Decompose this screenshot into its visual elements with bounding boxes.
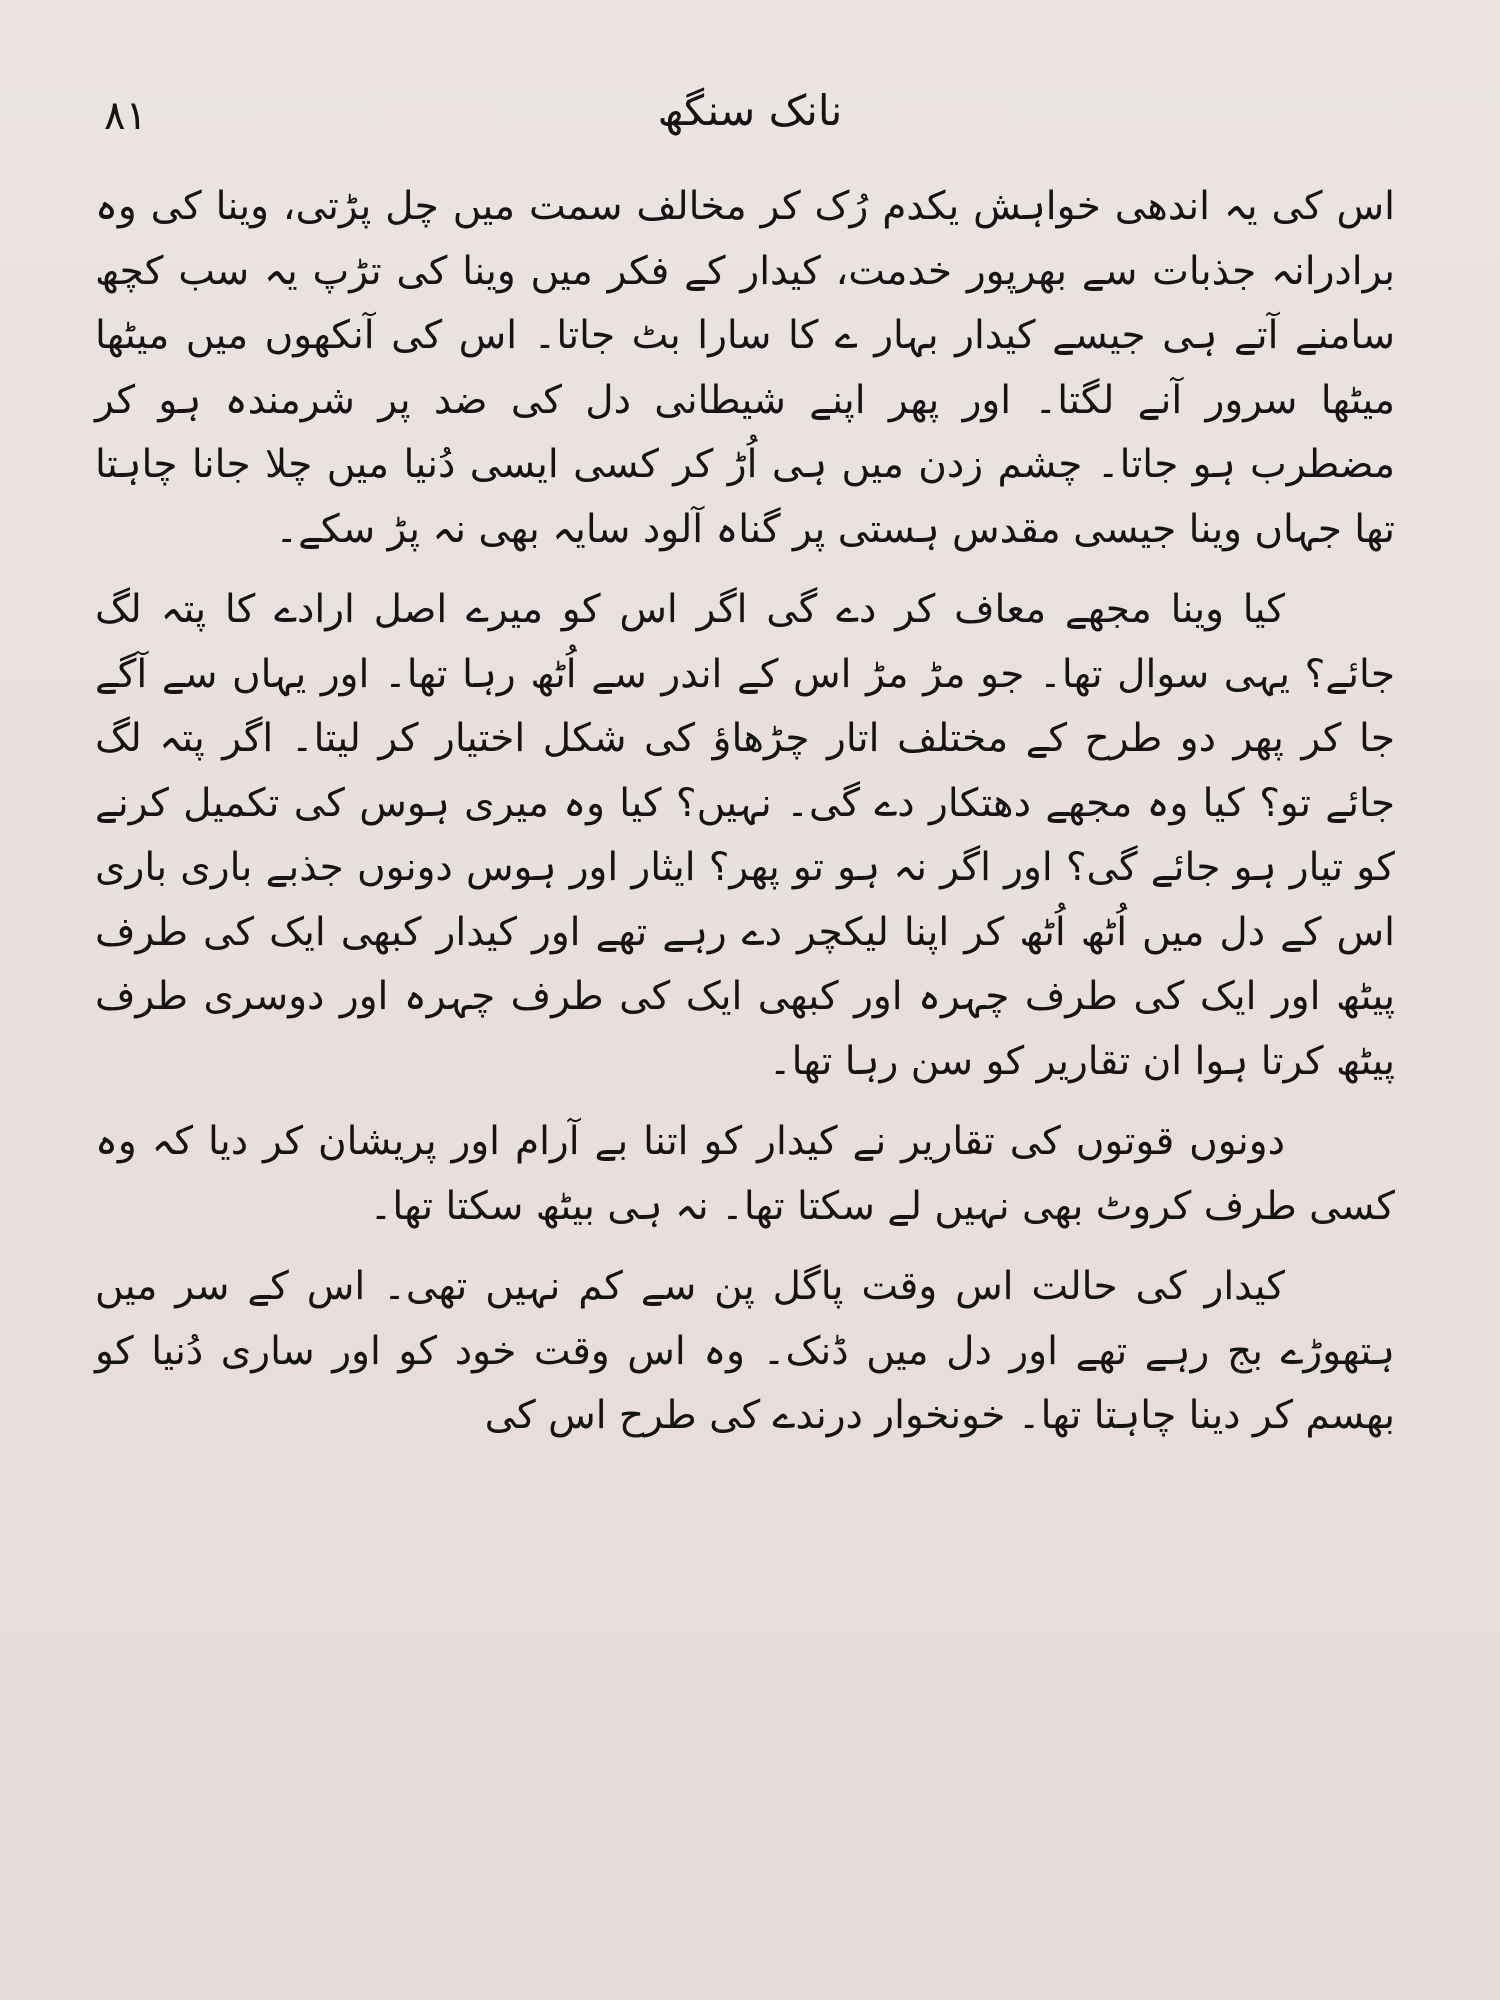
paragraph-4: کیدار کی حالت اس وقت پاگل پن سے کم نہیں تھی۔ اس کے سر میں ہتھوڑے بج رہے تھے اور دل میں ڈنک۔ وہ اس وقت خود کو اور ساری دُنیا کو بھسم کر دینا چاہتا تھا۔ خونخوار درندے کی طرح اس کی — [95, 1264, 1395, 1438]
body-text — [95, 175, 1395, 1449]
paragraph-2: کیا وینا مجھے معاف کر دے گی اگر اس کو میرے اصل ارادے کا پتہ لگ جائے؟ یہی سوال تھا۔ جو مڑ مڑ اس کے اندر سے اُٹھ رہا تھا۔ اور یہاں سے آگے جا کر پھر دو طرح کے مختلف اتار چڑھاؤ کی شکل اختیار کر لیتا۔ اگر پتہ لگ جائے تو؟ کیا وہ مجھے دھتکار دے گی۔ نہیں؟ کیا وہ میری ہوس کی تکمیل کرنے کو تیار ہو جائے گی؟ اور اگر نہ ہو تو پھر؟ ایثار اور ہوس دونوں جذبے باری باری اس کے دل میں اُٹھ اُٹھ کر اپنا لیکچر دے رہے تھے اور کیدار کبھی ایک کی طرف پیٹھ اور ایک کی طرف چہرہ اور کبھی ایک کی طرف چہرہ اور دوسری طرف پیٹھ کرتا ہوا ان تقاریر کو سن رہا تھا۔ — [95, 587, 1395, 1084]
running-title: نانک سنگھ — [657, 86, 843, 135]
page-number: ۸۱ — [104, 93, 147, 139]
paragraph-3: دونوں قوتوں کی تقاریر نے کیدار کو اتنا بے آرام اور پریشان کر دیا کہ وہ کسی طرف کروٹ بھی نہیں لے سکتا تھا۔ نہ ہی بیٹھ سکتا تھا۔ — [95, 1119, 1395, 1229]
paragraph-1: اس کی یہ اندھی خواہش یکدم رُک کر مخالف سمت میں چل پڑتی، وینا کی وہ برادرانہ جذبات سے بھرپور خدمت، کیدار کے فکر میں وینا کی تڑپ یہ سب کچھ سامنے آتے ہی جیسے کیدار بہار ے کا سارا بٹ جاتا۔ اس کی آنکھوں میں میٹھا میٹھا سرور آنے لگتا۔ اور پھر اپنے شیطانی دل کی ضد پر شرمندہ ہو کر مضطرب ہو جاتا۔ چشم زدن میں ہی اُڑ کر کسی ایسی دُنیا میں چلا جانا چاہتا تھا جہاں وینا جیسی مقدس ہستی پر گناہ آلود سایہ بھی نہ پڑ سکے۔ — [95, 184, 1395, 552]
